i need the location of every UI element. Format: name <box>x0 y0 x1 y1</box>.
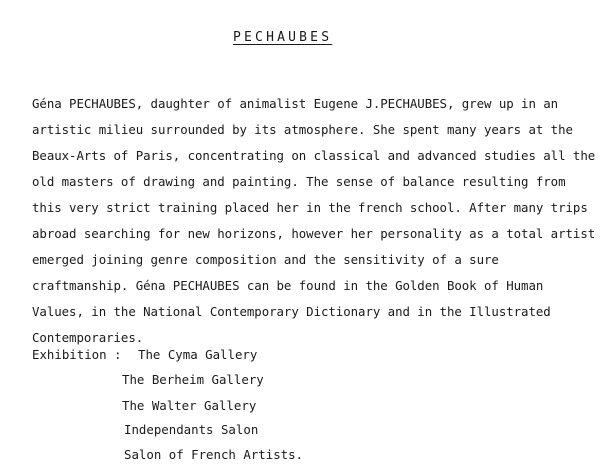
body-line: this very strict training placed her in the french school. After many trips <box>32 200 588 215</box>
body-line: Contemporaries. <box>32 330 144 345</box>
body-line: Beaux-Arts of Paris, concentrating on classical and advanced studies all the <box>32 148 596 163</box>
body-line: Values, in the National Contemporary Dictionary and in the Illustrated <box>32 304 551 319</box>
body-line: craftmanship. Géna PECHAUBES can be found in the Golden Book of Human <box>32 278 544 293</box>
exhibition-item: The Walter Gallery <box>122 398 257 413</box>
body-line: Géna PECHAUBES, daughter of animalist Eugene J.PECHAUBES, grew up in an <box>32 96 559 111</box>
body-line: abroad searching for new horizons, however her personality as a total artist <box>32 226 596 241</box>
exhibition-item: The Cyma Gallery <box>138 347 258 362</box>
exhibition-label: Exhibition : <box>32 347 122 362</box>
exhibition-item: The Berheim Gallery <box>122 372 264 387</box>
body-line: old masters of drawing and painting. The sense of balance resulting from <box>32 174 566 189</box>
exhibition-item: Independants Salon <box>124 422 259 437</box>
body-line: artistic milieu surrounded by its atmosphere. She spent many years at the <box>32 122 573 137</box>
document-title: PECHAUBES <box>233 30 333 45</box>
exhibition-item: Salon of French Artists. <box>124 447 304 462</box>
body-line: emerged joining genre composition and the sensitivity of a sure <box>32 252 499 267</box>
